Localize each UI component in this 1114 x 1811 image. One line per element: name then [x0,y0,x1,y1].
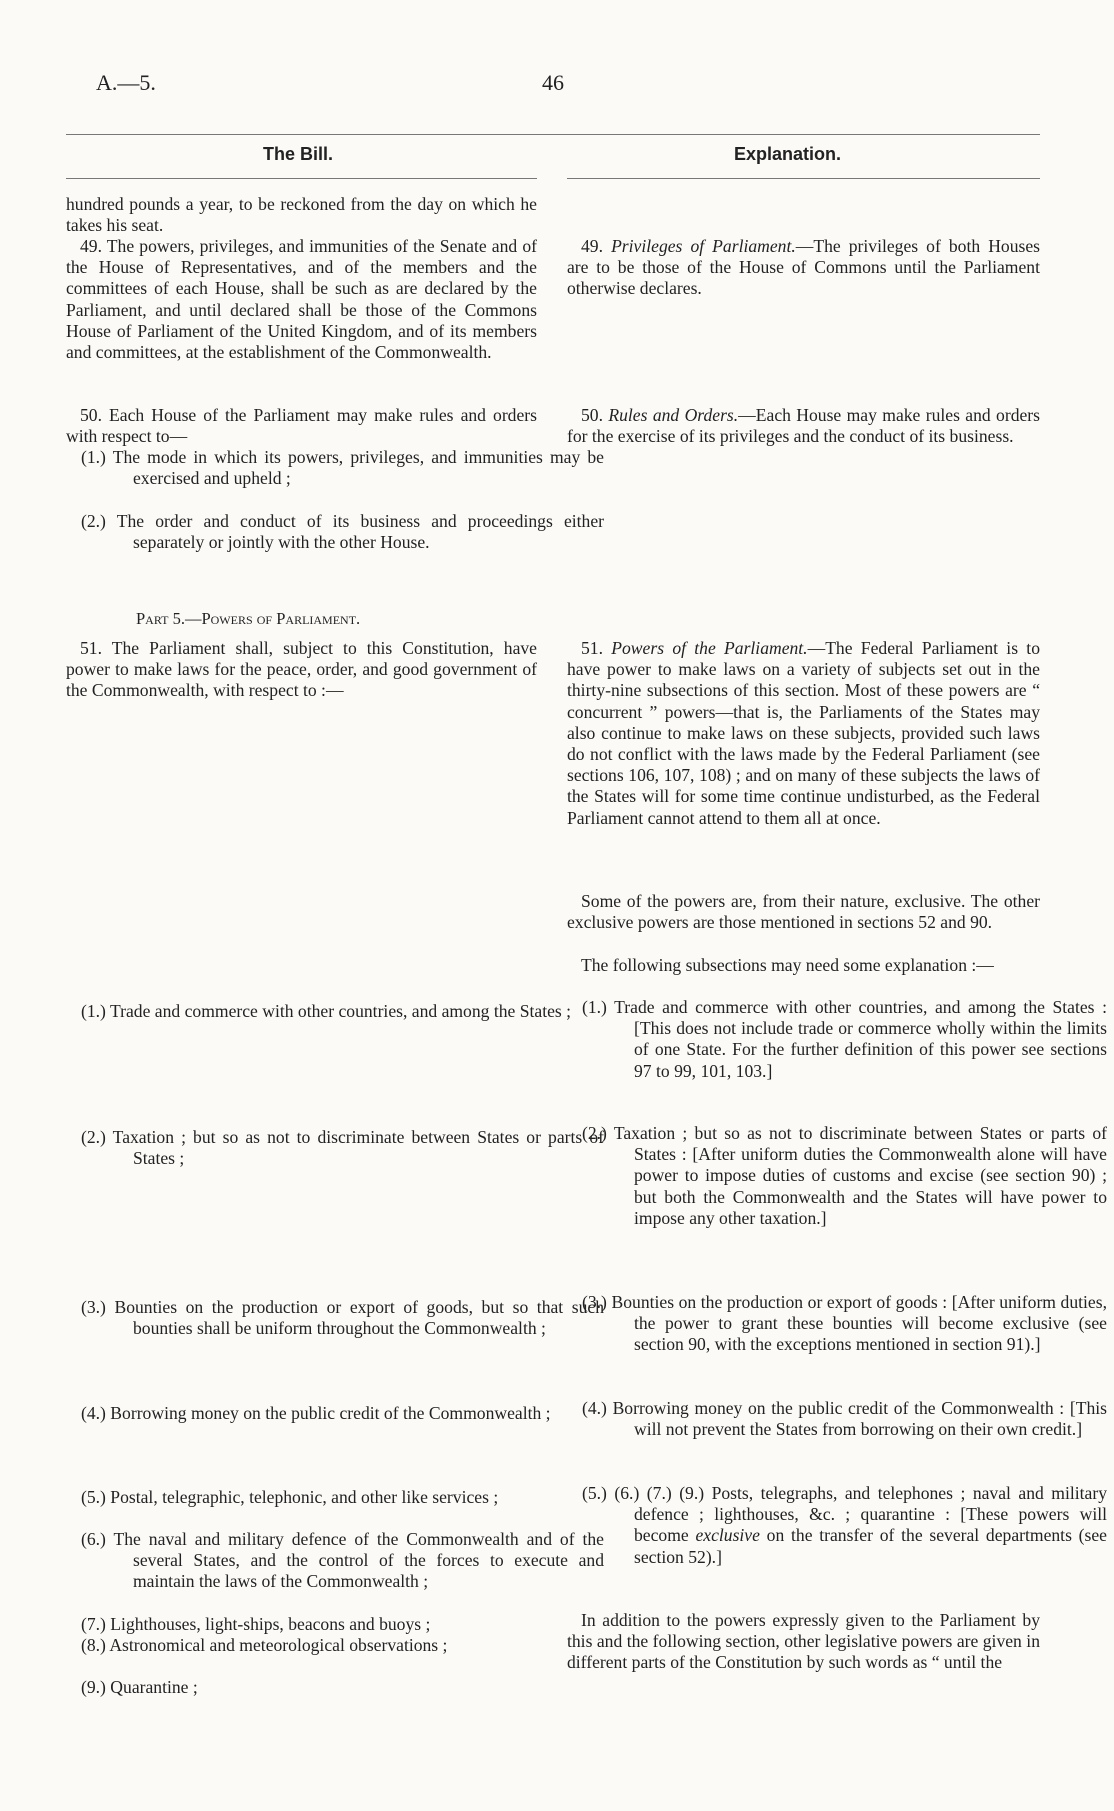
bill-section-51-9: (9.) Quarantine ; [81,1677,198,1697]
explanation-50-body: —Each House may make rules and orders for the exercise of its privileges and the conduct of its business. [567,405,1041,447]
explanation-51-title: Powers of the Parliament. [611,638,808,658]
bill-section-51-5: (5.) Postal, telegraphic, telephonic, and other like services ; [81,1487,499,1507]
bill-section-51-3: (3.) Bounties on the production or export of goods, but so that such bounties shall be uniform throughout the Commonwealth ; [81,1297,604,1339]
bill-part-5-title: Part 5.—Powers of Parliament. [136,609,361,628]
bill-section-51-2: (2.) Taxation ; but so as not to discriminate between States or parts of States ; [81,1127,604,1169]
explanation-51-body: —The Federal Parliament is to have power to make laws on a variety of subjects set out in the thirty-nine subsections of this section. Most of these powers are “ concurrent ” powers—that is, the Parliaments of the States may also continue to make laws on these subjects, provided such laws do not conflict with the laws made by the Federal Parliament (see sections 106, 107, 108) ; and on many of these subjects the laws of the States will for some time continue undisturbed, as the Federal Parliament cannot attend to them all at once. [567,638,1040,828]
explanation-51-paragraph-3: The following subsections may need some explanation :— [581,955,994,975]
explanation-column-title: Explanation. [734,144,842,164]
explanation-51-2: (2.) Taxation ; but so as not to discriminate between States or parts of States : [After uniform duties the Commonwealth alone will have power to impose duties of customs and excise (see section 90) ; but both the Commonwealth and the States will have power to impose any other taxation.] [582,1123,1107,1228]
explanation-51-number: 51. [581,638,603,658]
explanation-50-title: Rules and Orders. [608,405,739,425]
bill-section-51-4: (4.) Borrowing money on the public credit of the Commonwealth ; [81,1403,551,1423]
bill-section-50-2: (2.) The order and conduct of its business and proceedings either separately or jointly with the other House. [81,511,604,553]
explanation-49-title: Privileges of Parliament. [611,236,796,256]
explanation-51 [567,638,1040,829]
bill-column-title: The Bill. [263,144,334,164]
explanation-51-5-text-a: (5.) (6.) (7.) (9.) Posts, telegraphs, and telephones ; naval and military defence ; lighthouses, &c. ; quarantine : [These powers will become [582,1483,1107,1546]
bill-section-51-7: (7.) Lighthouses, light-ships, beacons and buoys ; [81,1614,431,1634]
bill-section-51-6: (6.) The naval and military defence of the Commonwealth and of the several States, and the control of the forces to execute and maintain the laws of the Commonwealth ; [81,1529,604,1592]
explanation-51-1: (1.) Trade and commerce with other countries, and among the States : [This does not include trade or commerce wholly within the limits of one State. For the further definition of this power see sections 97 to 99, 101, 103.] [582,997,1107,1081]
explanation-51-5-text-b: on the transfer of the several departments (see section 52).] [634,1525,1107,1567]
bill-section-51-1: (1.) Trade and commerce with other countries, and among the States ; [81,1001,572,1021]
bill-column-rule [66,178,537,179]
bill-section-51-8: (8.) Astronomical and meteorological observations ; [81,1635,448,1655]
bill-section-50: 50. Each House of the Parliament may make rules and orders with respect to— [66,405,537,447]
explanation-49-number: 49. [581,236,603,256]
explanation-51-paragraph-2: Some of the powers are, from their nature, exclusive. The other exclusive powers are those mentioned in sections 52 and 90. [567,891,1040,933]
explanation-49 [567,236,1040,300]
bill-section-49: 49. The powers, privileges, and immunities of the Senate and of the House of Representatives, and of the members and the committees of each House, shall be such as are declared by the Parliament, and until declared shall be those of the Commons House of Parliament of the United Kingdom, and of its members and committees, at the establishment of the Commonwealth. [66,236,537,363]
bill-section-51: 51. The Parliament shall, subject to this Constitution, have power to make laws for the peace, order, and good government of the Commonwealth, with respect to :— [66,638,537,701]
explanation-49-body: —The privileges of both Houses are to be those of the House of Commons until the Parliament otherwise declares. [567,236,1041,299]
explanation-51-3: (3.) Bounties on the production or export of goods : [After uniform duties, the power to grant these bounties will become exclusive (see section 90, with the exceptions mentioned in section 91).] [582,1292,1107,1355]
page-number: 46 [542,70,564,95]
explanation-51-4: (4.) Borrowing money on the public credit of the Commonwealth : [This will not prevent the States from borrowing on their own credit.] [582,1398,1107,1440]
explanation-50 [567,405,1040,447]
bill-section-50-1: (1.) The mode in which its powers, privileges, and immunities may be exercised and upheld ; [81,447,604,489]
explanation-50-number: 50. [581,405,603,425]
explanation-column-rule [567,178,1040,179]
explanation-51-final-paragraph: In addition to the powers expressly given to the Parliament by this and the following section, other legislative powers are given in different parts of the Constitution by such words as “ until the [567,1610,1040,1673]
top-rule [66,134,1040,135]
explanation-51-5-emphasis: exclusive [695,1525,760,1546]
explanation-51-5-6-7-9 [567,1483,1107,1568]
bill-s48-continuation: hundred pounds a year, to be reckoned from the day on which he takes his seat. [66,194,537,236]
page-header-ref: A.—5. [96,70,156,95]
